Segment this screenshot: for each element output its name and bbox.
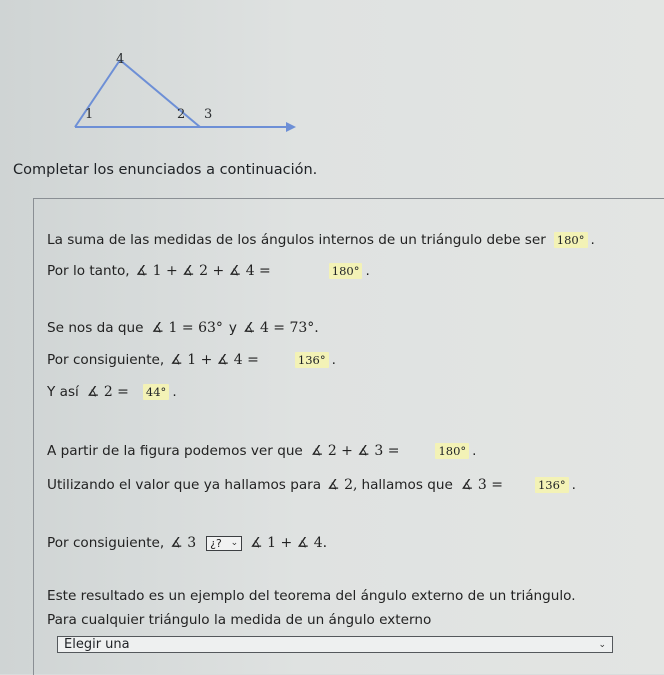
statement-7-mid: hallamos que	[361, 477, 453, 493]
angle-1-4-expression: ∡ 1 + ∡ 4 =	[170, 352, 259, 368]
statement-3	[47, 320, 321, 336]
chevron-down-icon: ⌄	[230, 538, 239, 548]
angle-2-ref: ∡ 2,	[327, 477, 358, 493]
angle-label-2: 2	[177, 107, 186, 122]
chevron-down-icon: ⌄	[598, 639, 606, 650]
statement-1-text: La suma de las medidas de los ángulos internos de un triángulo debe ser	[47, 232, 546, 248]
angle-1-given: ∡ 1 = 63°	[151, 320, 223, 336]
period: .	[365, 263, 370, 279]
theorem-choice-select[interactable]	[57, 636, 613, 653]
angle-1-4-ref: ∡ 1 + ∡ 4.	[250, 535, 328, 551]
statement-8-text: Por consiguiente,	[47, 535, 165, 551]
triangle-figure	[60, 40, 310, 140]
statement-4	[47, 352, 336, 368]
angle-label-3: 3	[204, 107, 213, 122]
triangle-side-left	[75, 60, 120, 127]
angle-4-given: ∡ 4 = 73°.	[242, 320, 319, 336]
answer-angle-2[interactable]: 44°	[143, 384, 169, 400]
statement-7-text: Utilizando el valor que ya hallamos para	[47, 477, 322, 493]
angle-label-1: 1	[85, 107, 94, 122]
statement-9	[47, 588, 576, 604]
angle-2-3-expression: ∡ 2 + ∡ 3 =	[310, 443, 400, 459]
period: .	[172, 384, 177, 400]
triangle-side-right	[120, 60, 200, 127]
statement-2-text: Por lo tanto,	[47, 263, 130, 279]
angle-label-4: 4	[116, 52, 125, 67]
statement-4-text: Por consiguiente,	[47, 352, 165, 368]
statement-6-text: A partir de la figura podemos ver que	[47, 443, 303, 459]
answer-angle-sum[interactable]: 180°	[329, 263, 363, 279]
theorem-choice-value: Elegir una	[64, 637, 130, 652]
statement-3-text: Se nos da que	[47, 320, 144, 336]
period: .	[571, 477, 576, 493]
statement-8	[47, 535, 329, 551]
angle-sum-expression: ∡ 1 + ∡ 2 + ∡ 4 =	[135, 263, 271, 279]
period: .	[590, 232, 595, 248]
period: .	[472, 443, 477, 459]
statement-9-text: Este resultado es un ejemplo del teorema del ángulo externo de un triángulo.	[47, 588, 576, 604]
statement-10	[47, 612, 431, 628]
relation-select[interactable]	[206, 536, 242, 551]
angle-3-ref: ∡ 3	[170, 535, 197, 551]
instructions: Completar los enunciados a continuación.	[13, 162, 318, 178]
statement-5	[47, 384, 177, 400]
angle-3-expression: ∡ 3 =	[460, 477, 503, 493]
answer-sum-angles[interactable]: 180°	[554, 232, 588, 248]
statement-6	[47, 443, 476, 459]
statement-1	[47, 232, 595, 248]
answer-angle-3[interactable]: 136°	[535, 477, 569, 493]
relation-select-value: ¿?	[210, 536, 222, 550]
angle-2-expression: ∡ 2 =	[86, 384, 129, 400]
statement-2	[47, 263, 370, 279]
statement-7	[47, 477, 576, 493]
answer-angle-1-4[interactable]: 136°	[295, 352, 329, 368]
conjunction: y	[228, 320, 237, 336]
statement-5-text: Y así	[47, 384, 79, 400]
ray-arrow-icon	[286, 122, 296, 132]
answer-angle-2-3[interactable]: 180°	[435, 443, 469, 459]
statement-10-text: Para cualquier triángulo la medida de un ángulo externo	[47, 612, 432, 628]
period: .	[331, 352, 336, 368]
